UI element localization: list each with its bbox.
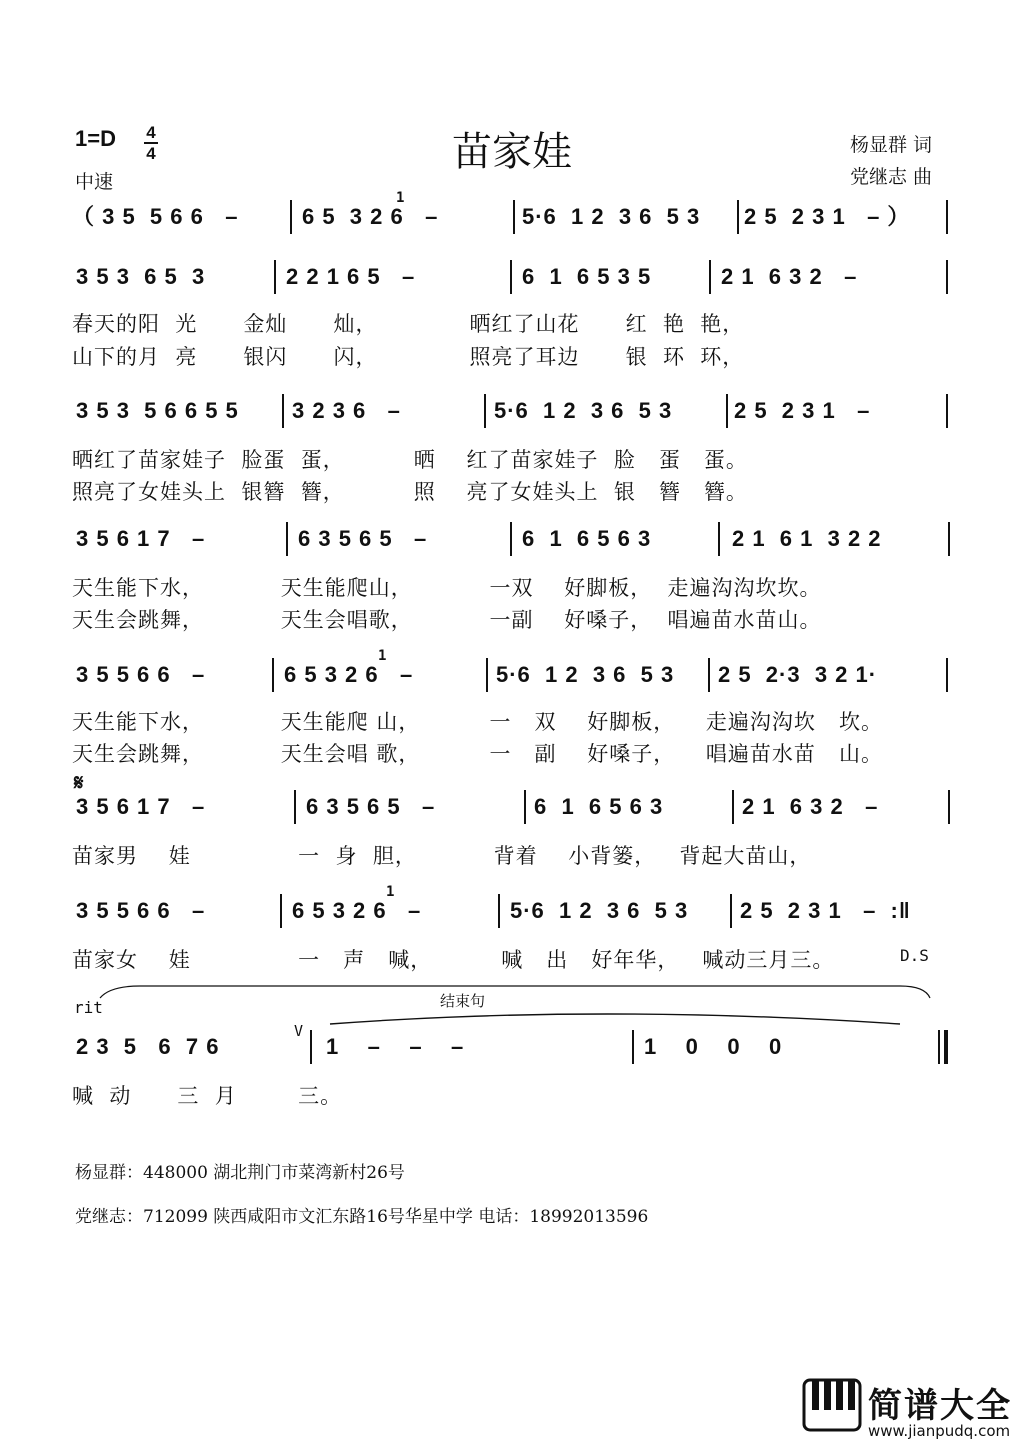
measure: 2 5 2 3 1 – — [734, 398, 871, 423]
bar-line — [310, 1030, 312, 1064]
bar-line — [946, 658, 948, 692]
lyricist-credit: 杨显群 词 — [850, 134, 933, 156]
bar-line — [730, 894, 732, 928]
measure: 3 5 3 6 5 3 — [76, 264, 206, 289]
score-row-8 — [0, 1032, 1024, 1062]
measure: 3 5 5 6 6 – — [76, 898, 206, 923]
bar-line — [498, 894, 500, 928]
bar-line — [294, 790, 296, 824]
grace-note: 1 — [378, 648, 387, 664]
lyric-verse-2: 天生会跳舞， 天生会唱 歌， 一 副 好嗓子， 唱遍苗水苗 山。 — [72, 742, 883, 766]
measure: 6 1 6 5 6 3 — [534, 794, 664, 819]
song-title: 苗家娃 — [452, 129, 572, 175]
bar-line — [709, 260, 711, 294]
ending-label: 结束句 — [440, 992, 486, 1010]
bar-line — [280, 894, 282, 928]
bar-line — [732, 790, 734, 824]
measure: 3 5 3 5 6 6 5 5 — [76, 398, 239, 423]
measure: 2 5 2 3 1 – :‖ — [740, 898, 911, 923]
score-row-7 — [0, 884, 1024, 926]
measure: 6 1 6 5 6 3 — [522, 526, 652, 551]
bar-line — [290, 200, 292, 234]
measure: 3 5 5 6 6 – — [76, 662, 206, 687]
measure: 3 2 3 6 – — [292, 398, 401, 423]
key-signature: 1=D — [75, 126, 116, 151]
measure: 5·6 1 2 3 6 5 3 — [510, 898, 689, 923]
bar-line — [274, 260, 276, 294]
measure: 6 3 5 6 5 – — [306, 794, 436, 819]
bar-line — [524, 790, 526, 824]
bar-line — [946, 200, 948, 234]
score-row-5 — [0, 648, 1024, 690]
score-row-2 — [0, 262, 1024, 292]
composer-credit: 党继志 曲 — [850, 166, 933, 188]
lyric-verse-1: 春天的阳 光 金灿 灿， 晒红了山花 红 艳 艳， — [72, 312, 745, 336]
bar-line — [510, 522, 512, 556]
lyric-verse-1: 天生能下水， 天生能爬 山， 一 双 好脚板， 走遍沟沟坎 坎。 — [72, 710, 883, 734]
bar-line — [632, 1030, 634, 1064]
ritardando-marking: rit — [74, 998, 103, 1017]
bar-line — [513, 200, 515, 234]
dal-segno-marking: D.S — [900, 946, 929, 965]
bar-line — [510, 260, 512, 294]
measure: 2 1 6 3 2 – — [721, 264, 858, 289]
measure: 3 5 6 1 7 – — [76, 526, 206, 551]
lyric-line: 苗家男 娃 一 身 胆， 背着 小背篓， 背起大苗山， — [72, 844, 812, 868]
piano-keys-icon — [802, 1378, 862, 1434]
bar-line — [282, 394, 284, 428]
score-row-3 — [0, 396, 1024, 426]
final-bar-line — [944, 1030, 948, 1064]
measure: （ 3 5 5 6 6 – — [72, 204, 239, 229]
composer-address: 党继志：712099 陕西咸阳市文汇东路16号华星中学 电话：18992013596 — [75, 1207, 649, 1227]
measure: 2 3 5 6 7 6 — [76, 1034, 220, 1059]
breath-mark: V — [294, 1022, 304, 1040]
time-signature-top: 4 — [146, 123, 156, 142]
ending-bracket — [0, 980, 1024, 1040]
score-row-1 — [0, 190, 1024, 232]
lyric-verse-2: 山下的月 亮 银闪 闪， 照亮了耳边 银 环 环， — [72, 345, 745, 369]
measure: 2 5 2 3 1 – ） — [744, 204, 911, 229]
time-signature-bottom: 4 — [146, 144, 156, 163]
measure: 2 5 2·3 3 2 1· — [718, 662, 878, 687]
grace-note: 1 — [396, 190, 405, 206]
bar-line — [272, 658, 274, 692]
measure: 6 1 6 5 3 5 — [522, 264, 652, 289]
logo-text: 简谱大全 — [868, 1386, 1012, 1426]
lyricist-address: 杨显群：448000 湖北荆门市菜湾新村26号 — [75, 1163, 405, 1183]
bar-line — [726, 394, 728, 428]
bar-line — [286, 522, 288, 556]
bar-line — [486, 658, 488, 692]
measure: 1 – – – — [326, 1034, 465, 1059]
measure: 6 5 3 2 6 – — [302, 204, 439, 229]
bar-line — [948, 790, 950, 824]
logo-url: www.jianpudq.com — [868, 1422, 1011, 1440]
lyric-verse-1: 晒红了苗家娃子 脸蛋 蛋， 晒 红了苗家娃子 脸 蛋 蛋。 — [72, 448, 748, 472]
segno-sign: 𝄋 — [74, 770, 84, 796]
lyric-verse-1: 天生能下水， 天生能爬山， 一双 好脚板， 走遍沟沟坎坎。 — [72, 576, 822, 600]
tempo-marking: 中速 — [75, 171, 114, 193]
measure: 2 1 6 3 2 – — [742, 794, 879, 819]
lyric-verse-2: 天生会跳舞， 天生会唱歌， 一副 好嗓子， 唱遍苗水苗山。 — [72, 608, 822, 632]
measure: 2 2 1 6 5 – — [286, 264, 416, 289]
bar-line — [708, 658, 710, 692]
lyric-line: 喊 动 三 月 三。 — [72, 1084, 343, 1108]
bar-line — [484, 394, 486, 428]
measure: 5·6 1 2 3 6 5 3 — [494, 398, 673, 423]
site-logo — [800, 1378, 1024, 1448]
measure: 5·6 1 2 3 6 5 3 — [496, 662, 675, 687]
measure: 2 1 6 1 3 2 2 — [732, 526, 882, 551]
score-row-4 — [0, 524, 1024, 554]
measure: 6 5 3 2 6 – — [284, 662, 414, 687]
lyric-line: 苗家女 娃 一 声 喊， 喊 出 好年华， 喊动三月三。 — [72, 948, 835, 972]
bar-line — [718, 522, 720, 556]
bar-line — [946, 260, 948, 294]
bar-line — [938, 1030, 940, 1064]
bar-line — [946, 394, 948, 428]
score-row-6 — [0, 792, 1024, 822]
grace-note: 1 — [386, 884, 395, 900]
measure: 5·6 1 2 3 6 5 3 — [522, 204, 701, 229]
measure: 1 0 0 0 — [644, 1034, 783, 1059]
measure: 3 5 6 1 7 – — [76, 794, 206, 819]
measure: 6 5 3 2 6 – — [292, 898, 422, 923]
bar-line — [948, 522, 950, 556]
bar-line — [737, 200, 739, 234]
lyric-verse-2: 照亮了女娃头上 银簪 簪， 照 亮了女娃头上 银 簪 簪。 — [72, 480, 748, 504]
measure: 6 3 5 6 5 – — [298, 526, 428, 551]
